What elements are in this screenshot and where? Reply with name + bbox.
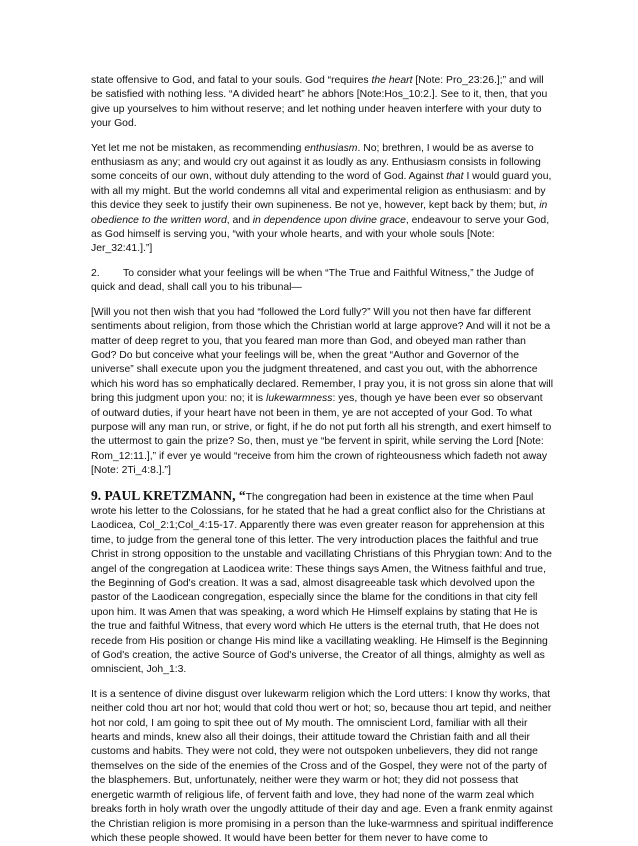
text-run-italic: in obedience to the written word: [91, 200, 548, 226]
numbered-point-2: [91, 267, 554, 296]
text-run-italic: in dependence upon divine grace: [252, 214, 406, 226]
text-run-italic: that: [446, 171, 464, 183]
point-text: To consider what your feelings will be when “The True and Faithful Witness,” the Judge of quick and dead, shall call you to his tribunal—: [91, 267, 534, 294]
text-run: . No; brethren, I would be as averse to enthusiasm as any; and would cry out against it as loudly as any. Enthusiasm consists in following some conceits of our own, without duly attending to the word of God. Against: [91, 142, 541, 183]
paragraph-2: [91, 142, 554, 257]
paragraph-1: [91, 74, 554, 132]
commentary-kretzmann: [91, 489, 554, 678]
text-run-italic: enthusiasm: [304, 142, 358, 154]
text-run: , and: [226, 214, 253, 226]
commentary-heading: 9. PAUL KRETZMANN, “: [91, 487, 246, 503]
commentary-text: The congregation had been in existence at the time when Paul wrote his letter to the Colossians, for he stated that he had a great conflict also for the Christians at Laodicea, Col_2:1;Col_4:15-17. Apparently there was even greater reason for apprehension at this time, to judge from the general tone of this letter. The very introduction places the faithful and true Christ in strong opposition to the unstable and vacillating Christians of this Phrygian town: And to the angel of the congregation at Laodicea write: These things says Amen, the Witness faithful and true, the Beginning of God's creation. It was a sad, almost disagreeable task which devolved upon the pastor of the Laodicean congregation, especially since the blame for the conditions in that city fell upon him. It was Amen that was speaking, a word which He Himself explains by stating that He is the true and faithful Witness, that every word which He utters is the eternal truth, that He does not recede from His position or change His mind like a vacillating weakling. He Himself is the Beginning of God's creation, the active Source of God's universe, the Creator of all things, almighty as well as omniscient, Joh_1:3.: [91, 491, 552, 676]
point-number: 2.: [91, 267, 100, 279]
text-run-italic: lukewarmness: [266, 393, 333, 405]
text-run: [Note: Pro_23:26.];” and will be satisfied with nothing less. “A divided heart” he abhors [Note:Hos_10:2.]. See to it, then, that you give up yourselves to him without reserve; and let nothing under heaven interfere with your duty to your God.: [91, 75, 548, 130]
text-run: I would guard you, with all my might. But the world condemns all vital and experimental religion as enthusiasm: and by this device they seek to justify their own supineness. Be not ye, however, kept back by them; but,: [91, 171, 552, 212]
text-run: state offensive to God, and fatal to your souls. God “requires: [91, 75, 372, 86]
text-run: , endeavour to serve your God, as God himself is serving you, “with your whole hearts, and with your whole souls [Note: Jer_32:41.].”]: [91, 214, 550, 255]
text-run: : yes, though ye have been ever so observant of outward duties, if your heart have not been in them, ye are not accepted of your God. To what purpose will any man run, or strive, or fight, if he do not put forth all his strength, and exert himself to the uttermost to gain the prize? So, then, must ye “be fervent in spirit, while serving the Lord [Note: Rom_12:11.],” if ever ye would “receive from him the crown of righteousness which fadeth not away [Note: 2Ti_4:8.].”]: [91, 393, 552, 477]
text-run: [Will you not then wish that you had “followed the Lord fully?” Will you not then have far different sentiments about religion, from those which the Christian world at large approve? And will it not be a matter of deep regret to you, that you feared man more than God, and obeyed man rather than God? Do but conceive what your feelings will be, when the great “Author and Governor of the universe” shall execute upon you the judgment threatened, and cast you out, with the abhorrence which his word has so emphatically declared. Remember, I pray you, it is not gross sin alone that will bring this judgment upon you: no; it is: [91, 306, 554, 405]
text-run-italic: the heart: [371, 75, 413, 86]
text-run: Yet let me not be mistaken, as recommending: [91, 142, 305, 154]
paragraph-3: [91, 306, 554, 479]
paragraph-5: It is a sentence of divine disgust over lukewarm religion which the Lord utters: I know thy works, that neither cold thou art nor hot; would that cold thou wert or hot; so, because thou art tepid, and neither hot nor cold, I am going to spit thee out of My mouth. The omniscient Lord, familiar with all their hearts and minds, knew also all their doings, their attitude toward the Christian faith and all their customs and habits. They were not cold, they were not outspoken unbelievers, they did not range themselves on the side of the enemies of the Cross and of the Gospel, they were not of the party of the blasphemers. But, unfortunately, neither were they warm or hot; they did not possess that energetic warmth of religious life, of fervent faith and love, they had none of the warm zeal which breaks forth in holy wrath over the ungodly attitude of their day and age. Even a frank enmity against the Christian religion is more promising in a person than the luke-warmness and spiritual indifference which these people showed. It would have been better for them never to have come to: [91, 688, 554, 844]
